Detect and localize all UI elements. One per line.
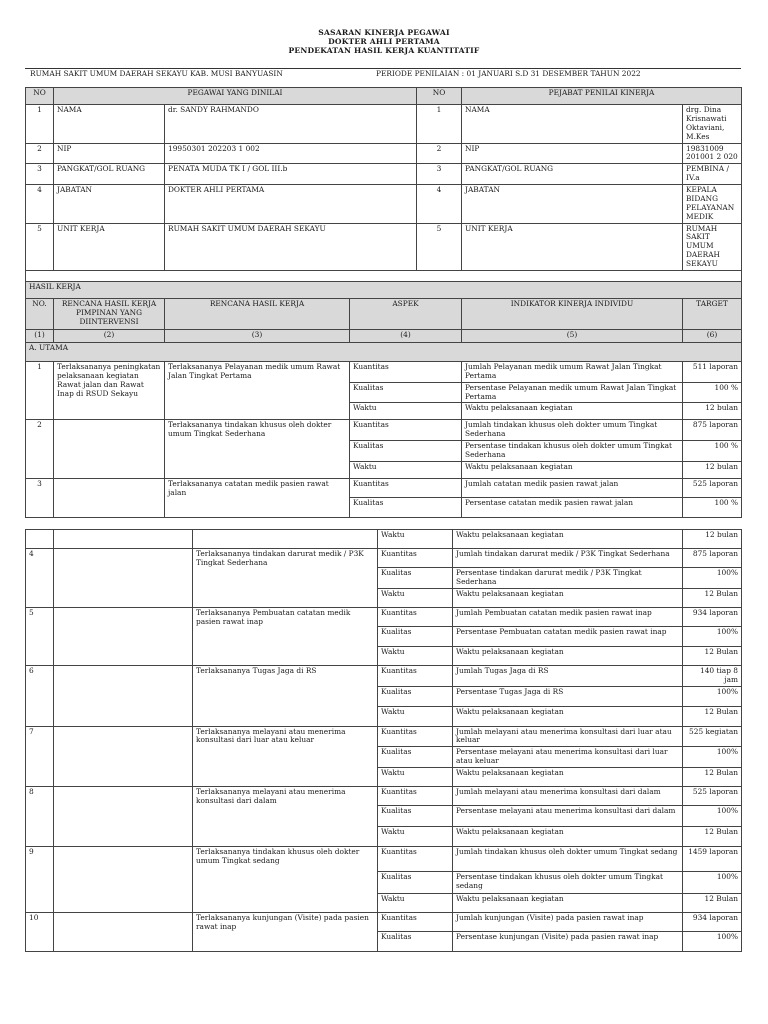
indikator-cell: Waktu pelaksanaan kegiatan: [462, 403, 683, 420]
aspek-cell: Kuantitas: [378, 847, 453, 872]
identity-label: UNIT KERJA: [462, 223, 683, 270]
target-cell: 12 Bulan: [683, 768, 742, 787]
rencana-cell: Terlaksananya kunjungan (Visite) pada pasien rawat inap: [193, 913, 378, 952]
target-row: [26, 607, 742, 626]
indikator-cell: Jumlah melayani atau menerima konsultasi dari luar atau keluar: [453, 726, 683, 747]
aspek-cell: Kualitas: [378, 686, 453, 706]
aspek-cell: Kualitas: [378, 747, 453, 768]
target-cell: 12 Bulan: [683, 706, 742, 726]
aspek-cell: Kuantitas: [350, 420, 462, 441]
pimpinan-cell: [54, 607, 193, 665]
target-row: [26, 549, 742, 568]
dinilai-value: DOKTER AHLI PERTAMA: [165, 185, 417, 224]
dinilai-value: 19950301 202203 1 002: [165, 143, 417, 164]
target-cell: 934 laporan: [683, 607, 742, 626]
identity-row: [26, 185, 742, 224]
title-line-3: PENDEKATAN HASIL KERJA KUANTITATIF: [288, 45, 480, 55]
aspek-cell: Waktu: [378, 768, 453, 787]
indikator-cell: Persentase catatan medik pasien rawat jalan: [462, 497, 683, 517]
rencana-cell: Terlaksananya Tugas Jaga di RS: [193, 665, 378, 726]
indikator-cell: Persentase Pembuatan catatan medik pasien rawat inap: [453, 626, 683, 646]
aspek-cell: Kuantitas: [378, 913, 453, 932]
item-no: 7: [26, 726, 54, 787]
aspek-cell: Kuantitas: [378, 665, 453, 686]
section-row: [26, 281, 742, 298]
indikator-cell: Persentase tindakan darurat medik / P3K Tingkat Sederhana: [453, 568, 683, 589]
indikator-cell: Persentase Tugas Jaga di RS: [453, 686, 683, 706]
indikator-cell: Persentase Pelayanan medik umum Rawat Jalan Tingkat Pertama: [462, 382, 683, 403]
col-aspek: ASPEK: [350, 298, 462, 329]
identity-label: UNIT KERJA: [54, 223, 165, 270]
identity-label: NAMA: [462, 105, 683, 144]
target-cell: 100 %: [683, 382, 742, 403]
indikator-cell: Waktu pelaksanaan kegiatan: [453, 768, 683, 787]
identity-row: [26, 143, 742, 164]
item-no: [26, 530, 54, 549]
target-cell: 1459 laporan: [683, 847, 742, 872]
aspek-cell: Kuantitas: [350, 478, 462, 497]
spacer-cell: [26, 270, 742, 281]
identity-header-row: [26, 88, 742, 105]
identity-no: 3: [417, 164, 462, 185]
rencana-cell: [193, 530, 378, 549]
aspek-cell: Waktu: [378, 894, 453, 913]
rencana-cell: Terlaksananya melayani atau menerima konsultasi dari luar atau keluar: [193, 726, 378, 787]
identity-no: 1: [417, 105, 462, 144]
indikator-cell: Persentase tindakan khusus oleh dokter umum Tingkat sedang: [453, 872, 683, 894]
number-row: [26, 329, 742, 342]
identity-no: 5: [417, 223, 462, 270]
target-cell: 100 %: [683, 441, 742, 462]
identity-row: [26, 164, 742, 185]
item-no: 5: [26, 607, 54, 665]
identity-label: JABATAN: [54, 185, 165, 224]
dinilai-header: PEGAWAI YANG DINILAI: [54, 88, 417, 105]
penilai-value: 19831009 201001 2 020: [683, 143, 742, 164]
aspek-cell: Kualitas: [378, 568, 453, 589]
target-cell: 511 laporan: [683, 361, 742, 382]
indikator-cell: Waktu pelaksanaan kegiatan: [453, 706, 683, 726]
aspek-cell: Waktu: [378, 646, 453, 665]
column-number: (1): [26, 329, 54, 342]
identity-no: 2: [26, 143, 54, 164]
penilai-value: drg. Dina Krisnawati Oktaviani, M.Kes: [683, 105, 742, 144]
dinilai-value: dr. SANDY RAHMANDO: [165, 105, 417, 144]
rencana-cell: Terlaksananya tindakan khusus oleh dokter umum Tingkat sedang: [193, 847, 378, 913]
indikator-cell: Persentase melayani atau menerima konsultasi dari dalam: [453, 806, 683, 827]
identity-no: 4: [26, 185, 54, 224]
spacer-row: [26, 270, 742, 281]
dinilai-value: RUMAH SAKIT UMUM DAERAH SEKAYU: [165, 223, 417, 270]
identity-no: 3: [26, 164, 54, 185]
identity-no: 4: [417, 185, 462, 224]
target-cell: 875 laporan: [683, 549, 742, 568]
col-no: NO.: [26, 298, 54, 329]
identity-no: 1: [26, 105, 54, 144]
target-cell: 12 Bulan: [683, 588, 742, 607]
penilai-header: PEJABAT PENILAI KINERJA: [462, 88, 742, 105]
indikator-cell: Waktu pelaksanaan kegiatan: [462, 461, 683, 478]
identity-no: 2: [417, 143, 462, 164]
target-row: [26, 420, 742, 441]
column-number: (2): [54, 329, 165, 342]
title-line-2: DOKTER AHLI PERTAMA: [328, 36, 440, 46]
target-row: [26, 847, 742, 872]
rencana-cell: Terlaksananya catatan medik pasien rawat jalan: [165, 478, 350, 517]
col-no-penilai: NO: [417, 88, 462, 105]
item-no: 9: [26, 847, 54, 913]
item-no: 3: [26, 478, 54, 517]
col-indikator: INDIKATOR KINERJA INDIVIDU: [462, 298, 683, 329]
target-row: [26, 478, 742, 497]
identity-label: NIP: [54, 143, 165, 164]
identity-label: NIP: [462, 143, 683, 164]
indikator-cell: Persentase tindakan khusus oleh dokter umum Tingkat Sederhana: [462, 441, 683, 462]
aspek-cell: Waktu: [350, 461, 462, 478]
identity-row: [26, 223, 742, 270]
indikator-cell: Jumlah Pembuatan catatan medik pasien rawat inap: [453, 607, 683, 626]
penilai-value: PEMBINA / IV.a: [683, 164, 742, 185]
utama-section: A. UTAMA: [26, 342, 742, 361]
pimpinan-cell: [54, 665, 193, 726]
column-number: (3): [165, 329, 350, 342]
indikator-cell: Jumlah catatan medik pasien rawat jalan: [462, 478, 683, 497]
period-text: PERIODE PENILAIAN : 01 JANUARI S.D 31 DESEMBER TAHUN 2022: [376, 69, 641, 78]
target-cell: 12 Bulan: [683, 827, 742, 847]
target-cell: 525 laporan: [683, 787, 742, 806]
dinilai-value: PENATA MUDA TK I / GOL III.b: [165, 164, 417, 185]
target-cell: 100%: [683, 806, 742, 827]
column-number: (4): [350, 329, 462, 342]
aspek-cell: Kualitas: [350, 497, 462, 517]
pimpinan-cell: [54, 549, 193, 608]
indikator-cell: Persentase kunjungan (Visite) pada pasien rawat inap: [453, 932, 683, 952]
aspek-cell: Kualitas: [378, 806, 453, 827]
indikator-cell: Jumlah tindakan darurat medik / P3K Tingkat Sederhana: [453, 549, 683, 568]
indikator-cell: Waktu pelaksanaan kegiatan: [453, 588, 683, 607]
pimpinan-cell: [54, 530, 193, 549]
item-no: 1: [26, 361, 54, 420]
aspek-cell: Kualitas: [378, 626, 453, 646]
hasil-header-row: [26, 298, 742, 329]
target-cell: 875 laporan: [683, 420, 742, 441]
target-cell: 100 %: [683, 497, 742, 517]
target-cell: 525 laporan: [683, 478, 742, 497]
indikator-cell: Waktu pelaksanaan kegiatan: [453, 646, 683, 665]
identity-label: JABATAN: [462, 185, 683, 224]
title-line-1: SASARAN KINERJA PEGAWAI: [318, 28, 450, 37]
rencana-cell: Terlaksananya Pelayanan medik umum Rawat Jalan Tingkat Pertama: [165, 361, 350, 420]
identity-no: 5: [26, 223, 54, 270]
hasil-kerja-section: HASIL KERJA: [26, 281, 742, 298]
target-cell: 100%: [683, 626, 742, 646]
indikator-cell: Jumlah tindakan khusus oleh dokter umum Tingkat sedang: [453, 847, 683, 872]
item-no: 4: [26, 549, 54, 608]
aspek-cell: Kuantitas: [378, 726, 453, 747]
target-row: [26, 665, 742, 686]
indikator-cell: Jumlah kunjungan (Visite) pada pasien rawat inap: [453, 913, 683, 932]
pimpinan-cell: [54, 420, 165, 479]
aspek-cell: Kuantitas: [378, 787, 453, 806]
aspek-cell: Waktu: [378, 706, 453, 726]
target-cell: 100%: [683, 872, 742, 894]
col-pimpinan: RENCANA HASIL KERJA PIMPINAN YANG DIINTERVENSI: [54, 298, 165, 329]
aspek-cell: Waktu: [350, 403, 462, 420]
penilai-value: KEPALA BIDANG PELAYANAN MEDIK: [683, 185, 742, 224]
aspek-cell: Waktu: [378, 588, 453, 607]
pimpinan-cell: Terlaksananya peningkatan pelaksanaan kegiatan Rawat jalan dan Rawat Inap di RSUD Sekayu: [54, 361, 165, 420]
target-row: [26, 913, 742, 932]
pimpinan-cell: [54, 913, 193, 952]
item-no: 6: [26, 665, 54, 726]
col-rencana: RENCANA HASIL KERJA: [165, 298, 350, 329]
pimpinan-cell: [54, 726, 193, 787]
aspek-cell: Kuantitas: [350, 361, 462, 382]
aspek-cell: Kuantitas: [378, 549, 453, 568]
identity-label: PANGKAT/GOL RUANG: [462, 164, 683, 185]
aspek-cell: Kuantitas: [378, 607, 453, 626]
target-cell: 12 bulan: [683, 530, 742, 549]
item-no: 10: [26, 913, 54, 952]
target-cell: 12 bulan: [683, 403, 742, 420]
identity-label: PANGKAT/GOL RUANG: [54, 164, 165, 185]
column-number: (6): [683, 329, 742, 342]
page-2-table: [25, 529, 742, 952]
unit-name: RUMAH SAKIT UMUM DAERAH SEKAYU KAB. MUSI BANYUASIN: [30, 69, 283, 78]
target-cell: 140 tiap 8 jam: [683, 665, 742, 686]
target-row: [26, 787, 742, 806]
indikator-cell: Jumlah tindakan khusus oleh dokter umum Tingkat Sederhana: [462, 420, 683, 441]
aspek-cell: Kualitas: [378, 932, 453, 952]
indikator-cell: Waktu pelaksanaan kegiatan: [453, 894, 683, 913]
identity-row: [26, 105, 742, 144]
aspek-cell: Kualitas: [350, 441, 462, 462]
rencana-cell: Terlaksananya melayani atau menerima konsultasi dari dalam: [193, 787, 378, 847]
header-line: [25, 68, 741, 80]
item-no: 8: [26, 787, 54, 847]
target-cell: 12 Bulan: [683, 646, 742, 665]
rencana-cell: Terlaksananya Pembuatan catatan medik pasien rawat inap: [193, 607, 378, 665]
target-cell: 100%: [683, 568, 742, 589]
column-number: (5): [462, 329, 683, 342]
target-row: [26, 361, 742, 382]
utama-row: [26, 342, 742, 361]
target-cell: 934 laporan: [683, 913, 742, 932]
item-no: 2: [26, 420, 54, 479]
target-cell: 12 bulan: [683, 461, 742, 478]
indikator-cell: Waktu pelaksanaan kegiatan: [453, 827, 683, 847]
aspek-cell: Waktu: [378, 827, 453, 847]
indikator-cell: Waktu pelaksanaan kegiatan: [453, 530, 683, 549]
aspek-cell: Waktu: [378, 530, 453, 549]
target-cell: 100%: [683, 932, 742, 952]
target-cell: 100%: [683, 686, 742, 706]
target-cell: 525 kegiatan: [683, 726, 742, 747]
col-target: TARGET: [683, 298, 742, 329]
document-title: [0, 29, 768, 55]
col-no-dinilai: NO: [26, 88, 54, 105]
rencana-cell: Terlaksananya tindakan darurat medik / P3K Tingkat Sederhana: [193, 549, 378, 608]
pimpinan-cell: [54, 847, 193, 913]
aspek-cell: Kualitas: [378, 872, 453, 894]
rencana-cell: Terlaksananya tindakan khusus oleh dokter umum Tingkat Sederhana: [165, 420, 350, 479]
page-1-table: [25, 87, 742, 518]
indikator-cell: Persentase melayani atau menerima konsultasi dari luar atau keluar: [453, 747, 683, 768]
indikator-cell: Jumlah Pelayanan medik umum Rawat Jalan Tingkat Pertama: [462, 361, 683, 382]
target-cell: 100%: [683, 747, 742, 768]
indikator-cell: Jumlah Tugas Jaga di RS: [453, 665, 683, 686]
indikator-cell: Jumlah melayani atau menerima konsultasi dari dalam: [453, 787, 683, 806]
target-row: [26, 726, 742, 747]
identity-label: NAMA: [54, 105, 165, 144]
target-cell: 12 Bulan: [683, 894, 742, 913]
target-row: [26, 530, 742, 549]
aspek-cell: Kualitas: [350, 382, 462, 403]
pimpinan-cell: [54, 787, 193, 847]
pimpinan-cell: [54, 478, 165, 517]
penilai-value: RUMAH SAKIT UMUM DAERAH SEKAYU: [683, 223, 742, 270]
